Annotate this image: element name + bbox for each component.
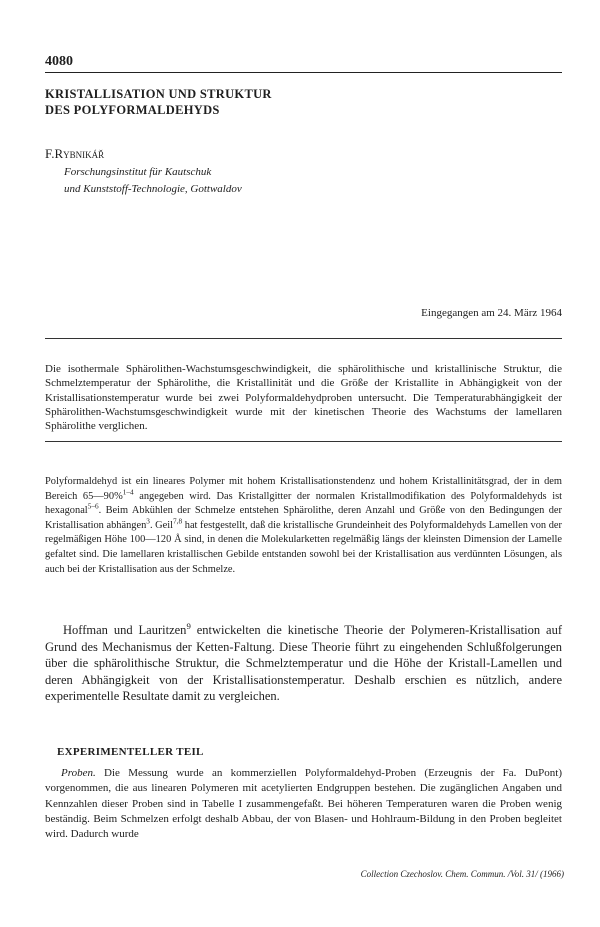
author-name: Rybnikář: [54, 146, 105, 161]
hoffman-text-2: entwickelten die kinetische Theorie der Polymeren-Kristallisation auf Grund des Mechanismus der Ketten-Faltung. Diese Theorie führt zu eingehenden Schlußfolgerungen über die sphärolithische Struktur, die Schmelztemperatur und die Höhe der Kristall-Lamellen und deren Abhängigkeit von der Kristallisationstemperatur. Deshalb erschien es nützlich, andere experimentelle Resultate damit zu vergleichen.: [45, 623, 562, 704]
experimental-text: Die Messung wurde an kommerziellen Polyformaldehyd-Proben (Erzeugnis der Fa. DuPont) vorgenommen, die aus linearen Polymeren mit acetylierten Endgruppen bestehen. Die zugänglichen Angaben und Kennzahlen dieser Proben sind in Tabelle I zusammengefaßt. Bei höheren Temperaturen waren die Proben wenig beständig. Beim Schmelzen erfolgt deshalb Abbau, der von Blasen- und Hohlraum-Bildung in den Proben begleitet wird. Dadurch wurde: [45, 767, 562, 841]
affiliation: [64, 164, 242, 198]
intro-paragraph: [45, 475, 562, 577]
title-line-1: KRISTALLISATION UND STRUKTUR: [45, 87, 272, 101]
intro-text-3: . Beim Abkühlen der Schmelze entstehen Sphärolithe, deren Anzahl und Größe von den Bedingungen der Kristallisation abhängen: [45, 505, 562, 531]
received-date: Eingegangen am 24. März 1964: [421, 307, 562, 319]
journal-citation: Collection Czechoslov. Chem. Commun. /Vol. 31/ (1966): [360, 869, 564, 879]
reference-superscript: 7,8: [173, 517, 183, 526]
header-rule: [45, 72, 562, 73]
reference-superscript: 1–4: [122, 488, 134, 497]
page-number: 4080: [45, 54, 73, 69]
experimental-paragraph: [45, 766, 562, 842]
affiliation-line-2: und Kunststoff-Technologie, Gottwaldov: [64, 183, 242, 195]
intro-text-1: Polyformaldehyd ist ein lineares Polymer mit hohem Kristallisationstendenz und hohem Kristallinitätsgrad, der in dem Bereich 65—90%: [45, 476, 562, 502]
reference-superscript: 3: [146, 517, 150, 526]
abstract: Die isothermale Sphärolithen-Wachstumsgeschwindigkeit, die sphärolithische und kristallinische Struktur, die Schmelztemperatur der Sphärolithe, die Kristallinität und die Größe der Kristallite in Abhängigkeit von der Kristallisationstemperatur wurde bei zwei Polyformaldehydproben untersucht. Die Temperaturabhängigkeit der Sphärolithen-Wachstumsgeschwindigkeit wurde mit der kinetischen Theorie des Wachstums der lamellaren Sphärolithe verglichen.: [45, 363, 562, 433]
title-line-2: DES POLYFORMALDEHYDS: [45, 103, 220, 117]
hoffman-text-1: Hoffman und Lauritzen: [63, 623, 187, 637]
hoffman-paragraph: [45, 622, 562, 705]
author: [45, 146, 104, 162]
run-in-heading: Proben.: [61, 767, 96, 779]
affiliation-line-1: Forschungsinstitut für Kautschuk: [64, 166, 212, 178]
author-initial: F.: [45, 146, 55, 161]
intro-text-2: angegeben wird. Das Kristallgitter der normalen Kristallmodifikation des Polyformaldehyds ist hexagonal: [45, 490, 563, 517]
intro-text-5: hat festgestellt, daß die kristallische Grundeinheit des Polyformaldehyds Lamellen von der regelmäßigen Höhe 100—120 Å sind, in denen die Molekularketten regelmäßig längs der kleinsten Dimension der Lamelle gefaltet sind. Die lamellaren kristallischen Gebilde entstanden sowohl bei der Kristallisation aus verdünnten Lösungen, als auch bei der Kristallisation aus der Schmelze.: [45, 519, 562, 575]
article-title: [45, 86, 562, 118]
intro-text-4: . Geil: [149, 519, 174, 531]
reference-superscript: 5–6: [87, 502, 99, 511]
reference-superscript: 9: [186, 620, 191, 631]
section-heading: EXPERIMENTELLER TEIL: [57, 746, 204, 758]
